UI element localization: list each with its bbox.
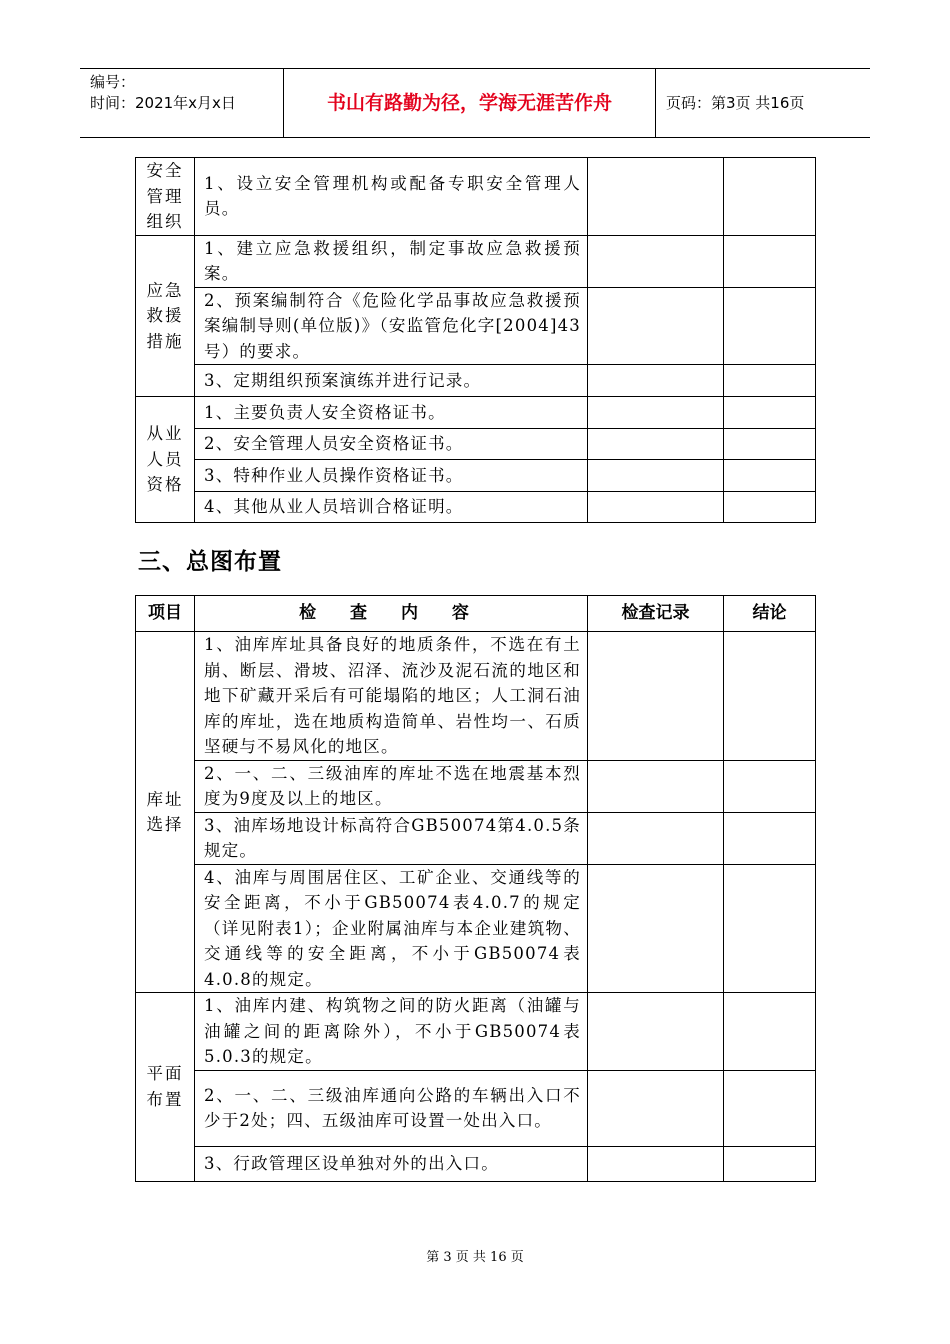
table-header-row: [136, 596, 816, 632]
record-cell: [588, 365, 724, 397]
conclusion-cell: [724, 864, 816, 993]
table-row: [136, 1070, 816, 1146]
conclusion-cell: [724, 287, 816, 365]
check-content-cell: 3、行政管理区设单独对外的出入口。: [195, 1146, 588, 1181]
check-content-cell: 3、定期组织预案演练并进行记录。: [195, 365, 588, 397]
category-cell: 库址选择: [136, 632, 195, 993]
column-header-content: 检 查 内 容: [195, 596, 588, 632]
table-row: [136, 993, 816, 1071]
conclusion-cell: [724, 365, 816, 397]
table-row: [136, 460, 816, 492]
table-row: [136, 365, 816, 397]
check-content-cell: 4、油库与周围居住区、工矿企业、交通线等的安全距离，不小于GB50074表4.0.7的规定（详见附表1）；企业附属油库与本企业建筑物、交通线等的安全距离，不小于GB50074表4.0.8的规定。: [195, 864, 588, 993]
category-cell: 从业人员资格: [136, 397, 195, 523]
conclusion-cell: [724, 632, 816, 761]
record-cell: [588, 1070, 724, 1146]
document-number-label: 编号：: [90, 73, 136, 91]
header-page-info: 页码：第3页 共16页: [666, 94, 805, 112]
record-cell: [588, 632, 724, 761]
check-content-cell: 1、主要负责人安全资格证书。: [195, 397, 588, 429]
table-row: [136, 864, 816, 993]
table-row: [136, 287, 816, 365]
record-cell: [588, 397, 724, 429]
check-content-cell: 3、特种作业人员操作资格证书。: [195, 460, 588, 492]
page-footer: 第 3 页 共 16 页: [426, 1250, 524, 1265]
category-cell: 应急救援措施: [136, 235, 195, 397]
record-cell: [588, 812, 724, 864]
table-row: [136, 1146, 816, 1181]
conclusion-cell: [724, 460, 816, 492]
table-row: [136, 158, 816, 236]
check-content-cell: 2、安全管理人员安全资格证书。: [195, 429, 588, 460]
category-cell: 平面布置: [136, 993, 195, 1182]
checklist-table-1: [135, 157, 816, 523]
check-content-cell: 1、油库内建、构筑物之间的防火距离（油罐与油罐之间的距离除外），不小于GB50074表5.0.3的规定。: [195, 993, 588, 1071]
record-cell: [588, 235, 724, 287]
record-cell: [588, 460, 724, 492]
check-content-cell: 1、油库库址具备良好的地质条件，不选在有土崩、断层、滑坡、沼泽、流沙及泥石流的地区和地下矿藏开采后有可能塌陷的地区；人工洞石油库的库址，选在地质构造简单、岩性均一、石质坚硬与不易风化的地区。: [195, 632, 588, 761]
record-cell: [588, 760, 724, 812]
column-header-item: 项目: [136, 596, 195, 632]
conclusion-cell: [724, 429, 816, 460]
table-row: [136, 397, 816, 429]
check-content-cell: 2、一、二、三级油库通向公路的车辆出入口不少于2处；四、五级油库可设置一处出入口。: [195, 1070, 588, 1146]
record-cell: [588, 993, 724, 1071]
column-header-conclusion: 结论: [724, 596, 816, 632]
check-content-cell: 1、建立应急救援组织，制定事故应急救援预案。: [195, 235, 588, 287]
check-content-cell: 3、油库场地设计标高符合GB50074第4.0.5条规定。: [195, 812, 588, 864]
header-motto: 书山有路勤为径，学海无涯苦作舟: [284, 69, 656, 137]
conclusion-cell: [724, 1070, 816, 1146]
check-content-cell: 2、一、二、三级油库的库址不选在地震基本烈度为9度及以上的地区。: [195, 760, 588, 812]
conclusion-cell: [724, 1146, 816, 1181]
conclusion-cell: [724, 993, 816, 1071]
record-cell: [588, 1146, 724, 1181]
check-content-cell: 2、预案编制符合《危险化学品事故应急救援预案编制导则(单位版)》（安监管危化字[2004]43号）的要求。: [195, 287, 588, 365]
checklist-table-2: [135, 595, 816, 1182]
conclusion-cell: [724, 397, 816, 429]
table-row: [136, 492, 816, 523]
record-cell: [588, 429, 724, 460]
column-header-record: 检查记录: [588, 596, 724, 632]
conclusion-cell: [724, 158, 816, 236]
conclusion-cell: [724, 760, 816, 812]
conclusion-cell: [724, 235, 816, 287]
category-cell: 安全管理组织: [136, 158, 195, 236]
table-row: [136, 812, 816, 864]
header-meta: [80, 69, 284, 137]
table-row: [136, 632, 816, 761]
document-time: 时间：2021年x月x日: [90, 94, 236, 112]
record-cell: [588, 864, 724, 993]
page-header: [80, 68, 870, 138]
conclusion-cell: [724, 812, 816, 864]
record-cell: [588, 158, 724, 236]
conclusion-cell: [724, 492, 816, 523]
table-row: [136, 235, 816, 287]
table-row: [136, 429, 816, 460]
record-cell: [588, 287, 724, 365]
check-content-cell: 1、设立安全管理机构或配备专职安全管理人员。: [195, 158, 588, 236]
record-cell: [588, 492, 724, 523]
check-content-cell: 4、其他从业人员培训合格证明。: [195, 492, 588, 523]
section-title: 三、总图布置: [138, 549, 282, 575]
table-row: [136, 760, 816, 812]
